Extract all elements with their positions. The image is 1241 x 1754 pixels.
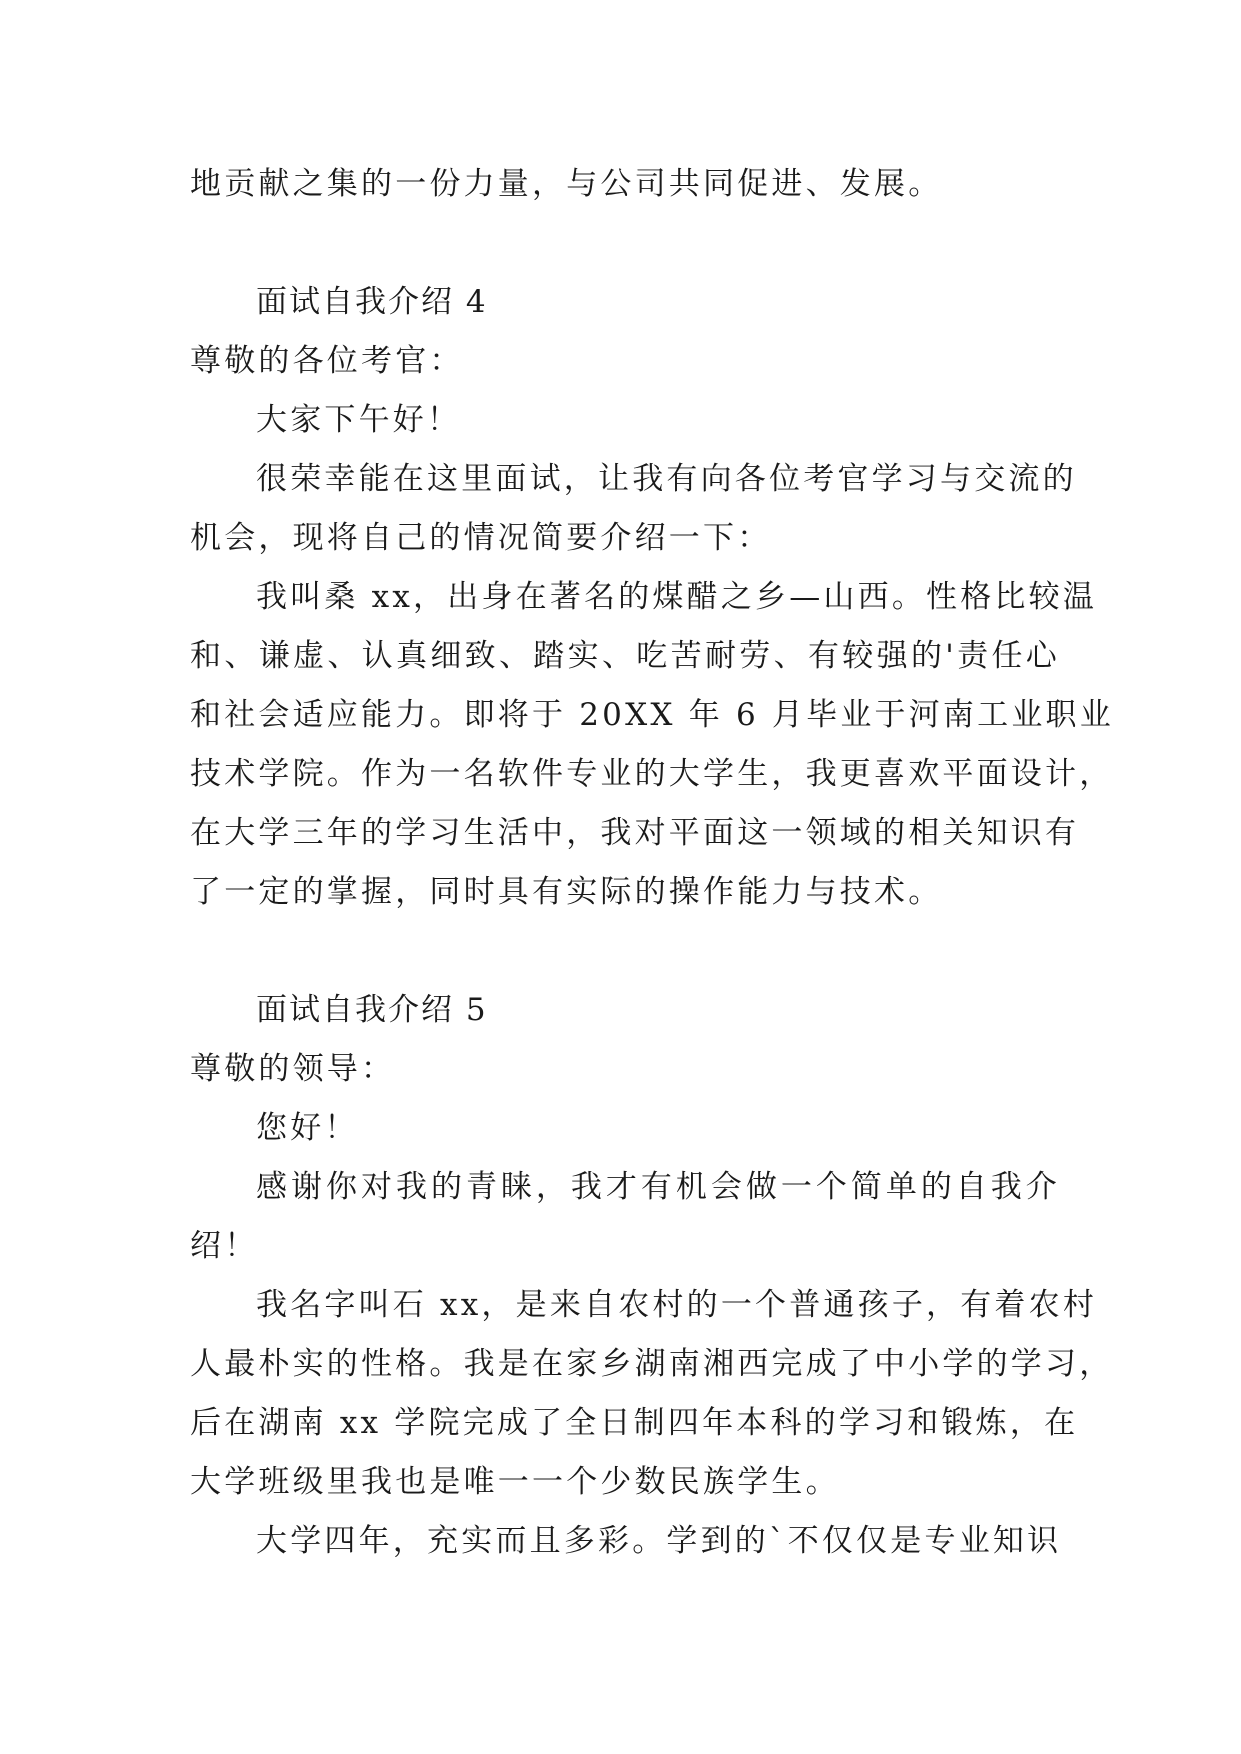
paragraph-line: 地贡献之集的一份力量，与公司共同促进、发展。: [190, 166, 943, 202]
paragraph: [190, 1512, 1060, 1571]
paragraph-line: 在大学三年的学习生活中，我对平面这一领域的相关知识有: [190, 815, 1080, 851]
section-heading: 面试自我介绍 4: [256, 284, 488, 320]
paragraph-line: 人最朴实的性格。我是在家乡湖南湘西完成了中小学的学习，: [190, 1346, 1114, 1382]
section-spacer: [190, 214, 1060, 273]
paragraph-line: 大学班级里我也是唯一一个少数民族学生。: [190, 1464, 840, 1500]
paragraph-line: 和社会适应能力。即将于 20XX 年 6 月毕业于河南工业职业: [190, 697, 1114, 733]
paragraph-line: 很荣幸能在这里面试，让我有向各位考官学习与交流的: [256, 461, 1077, 497]
paragraph-line: 了一定的掌握，同时具有实际的操作能力与技术。: [190, 874, 943, 910]
greeting: 大家下午好！: [256, 402, 462, 438]
paragraph: [190, 1158, 1060, 1276]
paragraph-line: 绍！: [190, 1228, 259, 1264]
paragraph: [190, 568, 1114, 922]
paragraph: [190, 1276, 1114, 1512]
document-page: [190, 155, 1114, 1571]
salutation: 尊敬的领导：: [190, 1051, 396, 1087]
paragraph-line: 技术学院。作为一名软件专业的大学生，我更喜欢平面设计，: [190, 756, 1114, 792]
paragraph-line: 后在湖南 xx 学院完成了全日制四年本科的学习和锻炼，在: [190, 1405, 1079, 1441]
section-heading: 面试自我介绍 5: [256, 992, 488, 1028]
paragraph: [190, 450, 1077, 568]
paragraph-line: 大学四年，充实而且多彩。学到的`不仅仅是专业知识: [256, 1523, 1062, 1559]
greeting: 您好！: [256, 1110, 359, 1146]
paragraph-line: 我名字叫石 xx，是来自农村的一个普通孩子，有着农村: [256, 1287, 1098, 1323]
paragraph-line: 感谢你对我的青睐，我才有机会做一个简单的自我介: [256, 1169, 1060, 1205]
paragraph-line: 我叫桑 xx，出身在著名的煤醋之乡—山西。性格比较温: [256, 579, 1098, 615]
paragraph-line: 机会，现将自己的情况简要介绍一下：: [190, 520, 772, 556]
salutation: 尊敬的各位考官：: [190, 343, 464, 379]
section-spacer: [190, 922, 1060, 981]
paragraph-line: 和、谦虚、认真细致、踏实、吃苦耐劳、有较强的'责任心: [190, 638, 1060, 674]
